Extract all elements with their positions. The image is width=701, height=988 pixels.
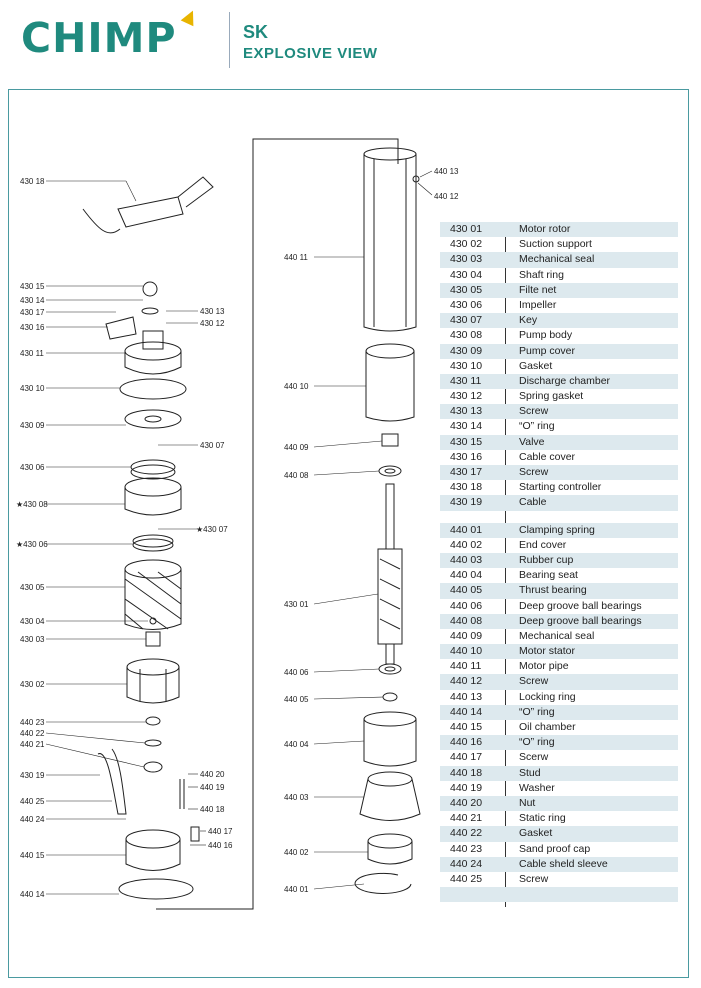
clamping-spring-part xyxy=(355,873,411,893)
impeller-part-2 xyxy=(133,535,173,551)
callout-label: 440 14 xyxy=(20,890,45,899)
callout-label: ★430 07 xyxy=(196,525,228,534)
part-code: 430 06 xyxy=(450,298,483,311)
page-header xyxy=(0,0,701,90)
part-code: 430 09 xyxy=(450,344,483,357)
part-code: 440 14 xyxy=(450,705,483,718)
callout-label: 430 03 xyxy=(20,635,45,644)
table-row xyxy=(440,523,678,538)
page-subtitle: EXPLOSIVE VIEW xyxy=(243,45,378,62)
part-code: 440 03 xyxy=(450,553,483,566)
bearing-seat-part xyxy=(364,712,416,766)
callout-label: 430 04 xyxy=(20,617,45,626)
part-code: 440 01 xyxy=(450,523,483,536)
part-description: Key xyxy=(519,314,538,327)
motor-stator-part xyxy=(366,344,414,421)
table-row xyxy=(440,659,678,674)
callout-label: 440 22 xyxy=(20,729,45,738)
table-row xyxy=(440,811,678,826)
table-row xyxy=(440,389,678,404)
part-code: 430 04 xyxy=(450,268,483,281)
part-description: Pump body xyxy=(519,329,573,342)
part-code: 430 11 xyxy=(450,374,482,387)
part-code: 430 16 xyxy=(450,450,483,463)
table-row xyxy=(440,359,678,374)
stud-part xyxy=(180,779,184,809)
callout-label: 440 18 xyxy=(200,805,225,814)
header-divider xyxy=(229,12,230,68)
part-description: Mechanical seal xyxy=(519,253,595,266)
callout-label: ★430 08 xyxy=(16,500,48,509)
table-row-empty xyxy=(440,887,678,902)
part-code: 440 08 xyxy=(450,614,483,627)
part-description: Motor pipe xyxy=(519,660,569,673)
part-description: Starting controller xyxy=(519,481,602,494)
callout-label: 440 04 xyxy=(284,740,309,749)
static-ring-part xyxy=(144,762,162,772)
part-code: 430 03 xyxy=(450,253,483,266)
callout-label: 430 14 xyxy=(20,296,45,305)
table-row xyxy=(440,435,678,450)
thrust-bearing-part xyxy=(383,693,397,701)
callout-label: 440 19 xyxy=(200,783,225,792)
part-description: Cable cover xyxy=(519,450,576,463)
part-code: 430 02 xyxy=(450,238,483,251)
part-description: “O” ring xyxy=(519,736,555,749)
part-description: Filte net xyxy=(519,283,557,296)
callout-label: 430 13 xyxy=(200,307,225,316)
callout-label: 430 06 xyxy=(20,463,45,472)
part-description: Gasket xyxy=(519,827,553,840)
table-row xyxy=(440,583,678,598)
callout-label: 440 21 xyxy=(20,740,45,749)
table-row xyxy=(440,857,678,872)
part-description: Static ring xyxy=(519,812,566,825)
gasket-part-2 xyxy=(145,740,161,746)
part-description: Discharge chamber xyxy=(519,374,611,387)
gasket-part xyxy=(120,379,186,399)
table-row xyxy=(440,568,678,583)
table-row xyxy=(440,629,678,644)
table-row xyxy=(440,328,678,343)
part-description: Scerw xyxy=(519,751,549,764)
filter-net-part xyxy=(125,560,181,630)
part-code: 440 02 xyxy=(450,538,483,551)
table-row xyxy=(440,237,678,252)
part-code: 430 13 xyxy=(450,405,483,418)
table-row xyxy=(440,796,678,811)
table-row xyxy=(440,313,678,328)
assembly-link-line xyxy=(156,139,398,909)
part-code: 430 14 xyxy=(450,420,483,433)
part-code: 430 15 xyxy=(450,435,483,448)
callout-label: 440 11 xyxy=(284,253,308,262)
part-description: “O” ring xyxy=(519,420,555,433)
part-description: End cover xyxy=(519,538,567,551)
part-description: Screw xyxy=(519,872,549,885)
callout-label: 440 06 xyxy=(284,668,309,677)
sand-proof-cap-part xyxy=(146,717,160,725)
bearing-part-1 xyxy=(379,466,401,476)
table-row xyxy=(440,268,678,283)
motor-pipe-part xyxy=(364,148,416,331)
pump-body-part xyxy=(125,478,181,515)
part-description: Screw xyxy=(519,466,549,478)
part-description: Deep groove ball bearings xyxy=(519,599,642,612)
part-code: 440 17 xyxy=(450,751,483,764)
part-description: Motor rotor xyxy=(519,223,571,235)
table-spacer xyxy=(440,511,678,523)
table-row xyxy=(440,720,678,735)
table-row xyxy=(440,404,678,419)
part-code: 440 06 xyxy=(450,599,483,612)
rubber-cup-part xyxy=(360,772,420,821)
part-description: Cable xyxy=(519,496,547,509)
part-description: Oil chamber xyxy=(519,721,576,733)
table-row xyxy=(440,283,678,298)
callout-label: 430 07 xyxy=(200,441,225,450)
callout-label: 440 05 xyxy=(284,695,309,704)
part-code: 430 18 xyxy=(450,481,483,494)
table-row xyxy=(440,644,678,659)
part-description: Mechanical seal xyxy=(519,629,595,642)
table-row xyxy=(440,419,678,434)
part-description: Screw xyxy=(519,405,549,418)
part-description: Thrust bearing xyxy=(519,584,587,597)
part-description: Nut xyxy=(519,796,536,809)
callout-label: 440 10 xyxy=(284,382,309,391)
part-description: Valve xyxy=(519,435,545,448)
table-row xyxy=(440,781,678,796)
part-code: 440 10 xyxy=(450,645,483,658)
callout-labels xyxy=(16,167,459,899)
part-code: 440 19 xyxy=(450,781,483,794)
part-description: Clamping spring xyxy=(519,523,595,536)
callout-label: 440 08 xyxy=(284,471,309,480)
part-description: Shaft ring xyxy=(519,268,564,281)
oil-chamber-part xyxy=(126,830,180,871)
part-code: 440 21 xyxy=(450,812,483,825)
table-row xyxy=(440,735,678,750)
part-description: Sand proof cap xyxy=(519,842,591,855)
callout-label: 430 10 xyxy=(20,384,45,393)
part-code: 440 16 xyxy=(450,736,483,749)
callout-label: 430 16 xyxy=(20,323,45,332)
part-description: Spring gasket xyxy=(519,390,584,403)
part-code: 440 11 xyxy=(450,660,482,673)
table-row xyxy=(440,465,678,480)
part-code: 430 01 xyxy=(450,223,483,235)
callout-label: 440 09 xyxy=(284,443,309,452)
part-code: 440 18 xyxy=(450,766,483,779)
part-description: Locking ring xyxy=(519,690,576,703)
callout-label: 430 05 xyxy=(20,583,45,592)
callout-label: 440 02 xyxy=(284,848,309,857)
part-code: 440 22 xyxy=(450,827,483,840)
valve-part xyxy=(143,282,157,296)
part-code: 430 07 xyxy=(450,314,483,327)
impeller-part-1 xyxy=(131,460,175,479)
o-ring-part-2 xyxy=(119,879,193,899)
part-description: Impeller xyxy=(519,298,557,311)
table-row xyxy=(440,222,678,237)
callout-label: 440 16 xyxy=(208,841,233,850)
callout-label: 440 20 xyxy=(200,770,225,779)
callout-label: 440 24 xyxy=(20,815,45,824)
part-description: Stud xyxy=(519,766,541,779)
pump-cover-part xyxy=(125,410,181,428)
part-code: 430 08 xyxy=(450,329,483,342)
part-code: 440 05 xyxy=(450,584,483,597)
callout-label: 440 17 xyxy=(208,827,233,836)
part-code: 430 05 xyxy=(450,283,483,296)
part-description: “O” ring xyxy=(519,705,555,718)
table-row xyxy=(440,766,678,781)
callout-label: 440 13 xyxy=(434,167,459,176)
table-row xyxy=(440,826,678,841)
callout-label: ★430 06 xyxy=(16,540,48,549)
part-description: Deep groove ball bearings xyxy=(519,614,642,627)
part-code: 440 23 xyxy=(450,842,483,855)
callout-label: 440 25 xyxy=(20,797,45,806)
part-code: 430 12 xyxy=(450,390,483,403)
motor-rotor-part xyxy=(378,484,402,664)
table-row xyxy=(440,750,678,765)
callout-label: 430 01 xyxy=(284,600,309,609)
cable-part xyxy=(98,749,126,814)
part-code: 440 13 xyxy=(450,690,483,703)
part-description: Motor stator xyxy=(519,645,576,658)
table-row xyxy=(440,553,678,568)
end-cover-part xyxy=(368,834,412,864)
callout-label: 430 15 xyxy=(20,282,45,291)
model-name: SK xyxy=(243,22,269,42)
callout-label: 440 12 xyxy=(434,192,459,201)
table-row xyxy=(440,599,678,614)
brand-logo: CHIMP xyxy=(21,14,177,62)
callout-label: 430 19 xyxy=(20,771,45,780)
callout-label: 430 17 xyxy=(20,308,45,317)
table-row xyxy=(440,705,678,720)
callout-label: 430 09 xyxy=(20,421,45,430)
part-description: Washer xyxy=(519,781,555,794)
table-row xyxy=(440,344,678,359)
part-description: Rubber cup xyxy=(519,553,574,566)
part-code: 440 15 xyxy=(450,721,483,733)
callout-label: 430 11 xyxy=(20,349,44,358)
part-code: 440 20 xyxy=(450,796,483,809)
cable-cover-part xyxy=(106,317,136,339)
part-description: Cable sheld sleeve xyxy=(519,857,608,870)
callout-label: 440 23 xyxy=(20,718,45,727)
part-code: 440 12 xyxy=(450,675,483,688)
table-row xyxy=(440,298,678,313)
table-row xyxy=(440,450,678,465)
callout-label: 430 02 xyxy=(20,680,45,689)
table-row xyxy=(440,495,678,510)
part-description: Suction support xyxy=(519,238,592,251)
part-code: 430 17 xyxy=(450,466,483,478)
part-description: Screw xyxy=(519,675,549,688)
part-description: Bearing seat xyxy=(519,569,578,582)
callout-label: 430 12 xyxy=(200,319,225,328)
table-row xyxy=(440,538,678,553)
table-row xyxy=(440,374,678,389)
table-row xyxy=(440,872,678,887)
part-code: 440 09 xyxy=(450,629,483,642)
table-row xyxy=(440,614,678,629)
callout-label: 440 03 xyxy=(284,793,309,802)
table-row xyxy=(440,674,678,689)
parts-list-table xyxy=(440,222,678,902)
callout-label: 430 18 xyxy=(20,177,45,186)
suction-support-part xyxy=(127,659,179,703)
screw-part xyxy=(191,827,199,841)
mechanical-seal-part xyxy=(146,632,160,646)
part-description: Gasket xyxy=(519,359,553,372)
table-row xyxy=(440,252,678,267)
table-row xyxy=(440,690,678,705)
table-row xyxy=(440,842,678,857)
logo-accent-mark xyxy=(181,8,200,27)
part-description: Pump cover xyxy=(519,344,576,357)
o-ring-part xyxy=(142,308,158,314)
part-code: 440 04 xyxy=(450,569,483,582)
part-code: 430 10 xyxy=(450,359,483,372)
part-code: 440 25 xyxy=(450,872,483,885)
table-row xyxy=(440,480,678,495)
part-code: 430 19 xyxy=(450,496,483,509)
mechanical-seal-part-2 xyxy=(382,434,398,446)
bearing-part-2 xyxy=(379,664,401,674)
starting-controller-part xyxy=(83,177,213,233)
discharge-chamber-part xyxy=(125,331,181,374)
callout-label: 440 01 xyxy=(284,885,309,894)
callout-label: 440 15 xyxy=(20,851,45,860)
part-code: 440 24 xyxy=(450,857,483,870)
